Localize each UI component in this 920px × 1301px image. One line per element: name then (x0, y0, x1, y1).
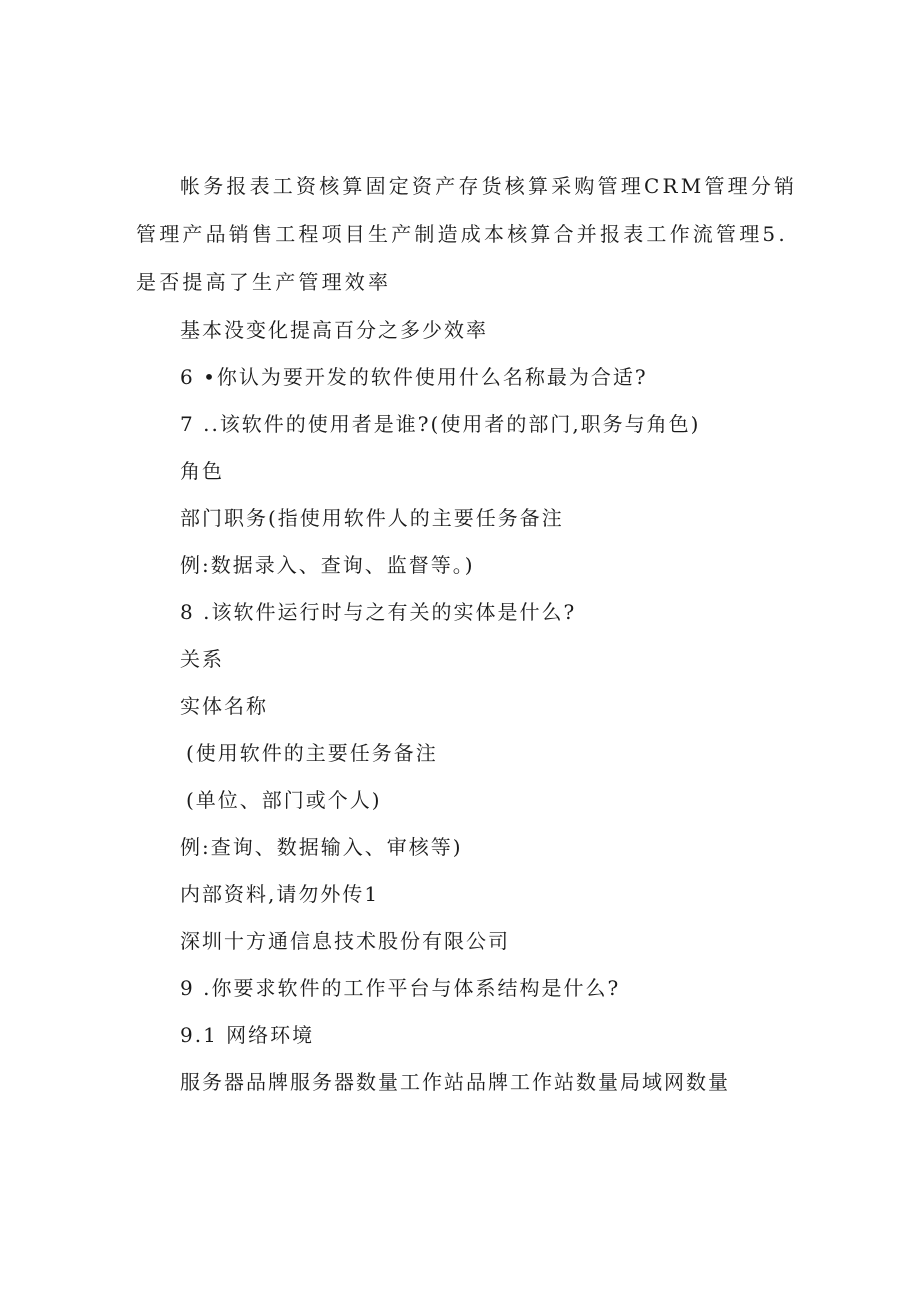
text-line-example-1: 例:数据录入、查询、监督等。) (180, 553, 475, 577)
paragraph-module-list: 帐务报表工资核算固定资产存货核算采购管理CRM管理分销管理产品销售工程项目生产制造成本核算合并报表工作流管理5.是否提高了生产管理效率 (136, 174, 798, 294)
section-9-1-heading: 9.1 网络环境 (180, 1023, 315, 1047)
text-line-company-name: 深圳十方通信息技术股份有限公司 (180, 929, 510, 953)
question-8: 8 .该软件运行时与之有关的实体是什么? (180, 600, 577, 624)
text-line-unit: (单位、部门或个人) (186, 788, 382, 812)
text-line-main-task: (使用软件的主要任务备注 (186, 741, 438, 765)
question-9: 9 .你要求软件的工作平台与体系结构是什么? (180, 976, 621, 1000)
text-line-entity-name: 实体名称 (180, 694, 268, 718)
text-line-relation: 关系 (180, 647, 224, 671)
text-line-server-info: 服务器品牌服务器数量工作站品牌工作站数量局域网数量 (180, 1070, 730, 1094)
question-7: 7 ..该软件的使用者是谁?(使用者的部门,职务与角色) (180, 412, 701, 436)
text-line-efficiency-options: 基本没变化提高百分之多少效率 (180, 318, 488, 342)
question-6: 6 •你认为要开发的软件使用什么名称最为合适? (180, 365, 648, 389)
text-line-department-duty: 部门职务(指使用软件人的主要任务备注 (180, 506, 564, 530)
text-line-role: 角色 (180, 459, 224, 483)
text-line-example-2: 例:查询、数据输入、审核等) (180, 835, 463, 859)
text-line-internal-notice: 内部资料,请勿外传1 (180, 882, 380, 906)
